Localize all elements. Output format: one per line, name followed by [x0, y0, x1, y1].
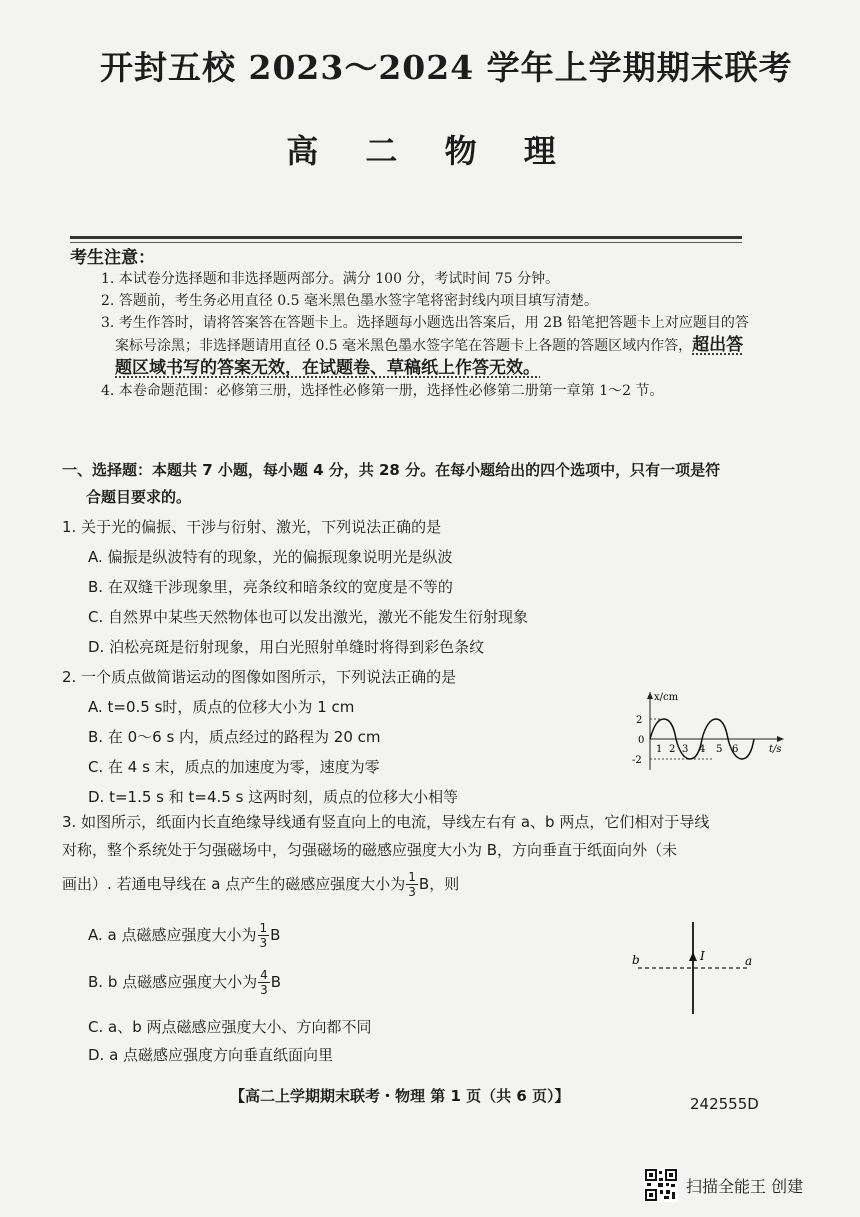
fraction-denominator: 3	[260, 983, 268, 997]
question-3-option-c: C. a、b 两点磁感应强度大小、方向都不同	[88, 1018, 372, 1036]
question-3-option-b-unit: B	[270, 973, 282, 991]
question-2-option-c: C. 在 4 s 末，质点的加速度为零，速度为零	[88, 758, 380, 776]
point-a-label: a	[745, 954, 753, 968]
shm-graph	[628, 690, 788, 774]
notice-block	[70, 243, 750, 402]
notice-heading: 考生注意：	[70, 248, 155, 268]
section-1-line2: 合题目要求的。	[86, 488, 192, 506]
question-1-option-a: A. 偏振是纵波特有的现象，光的偏振现象说明光是纵波	[88, 548, 453, 566]
question-3-stem-line2: 对称，整个系统处于匀强磁场中，匀强磁场的磁感应强度大小为 B，方向垂直于纸面向外（未	[62, 841, 678, 859]
question-3-stem-line3-pre: 画出）. 若通电导线在 a 点产生的磁感应强度大小为	[62, 875, 406, 893]
fraction-denominator: 3	[408, 885, 416, 899]
question-3-stem-line1: 3. 如图所示，纸面内长直绝缘导线通有竖直向上的电流，导线左右有 a、b 两点，它们相对于导线	[62, 813, 710, 831]
question-1	[62, 512, 762, 662]
graph-y-tick-0: 0	[638, 735, 645, 746]
graph-x-tick-2: 2	[669, 744, 676, 755]
fraction-numerator: 1	[408, 870, 416, 884]
watermark-text: 扫描全能王 创建	[686, 1176, 804, 1196]
header-rule-thick	[70, 236, 742, 239]
graph-x-tick-6: 6	[732, 744, 739, 755]
notice-item-3	[70, 312, 750, 380]
graph-x-label: t/s	[769, 744, 782, 755]
question-1-option-c: C. 自然界中某些天然物体也可以发出激光，激光不能发生衍射现象	[88, 608, 529, 626]
question-3-option-b-text: B. b 点磁感应强度大小为	[88, 973, 258, 991]
question-3-option-a-unit: B	[270, 926, 281, 944]
graph-y-arrow	[647, 692, 653, 699]
question-2-option-b: B. 在 0～6 s 内，质点经过的路程为 20 cm	[88, 728, 381, 746]
notice-item-3-emphasis: 超出答题区域书写的答案无效，在试题卷、草稿纸上作答无效。	[115, 335, 744, 378]
question-3-option-a-text: A. a 点磁感应强度大小为	[88, 926, 257, 944]
question-3-option-d: D. a 点磁感应强度方向垂直纸面向里	[88, 1046, 334, 1064]
question-1-option-d: D. 泊松亮斑是衍射现象，用白光照射单缝时将得到彩色条纹	[88, 638, 485, 656]
fraction-denominator: 3	[259, 936, 268, 950]
fraction-one-third	[406, 870, 418, 899]
subject-title: 高 二 物 理	[286, 132, 574, 170]
question-1-option-b: B. 在双缝干涉现象里，亮条纹和暗条纹的宽度是不等的	[88, 578, 453, 596]
fraction-one-third-a	[258, 921, 270, 950]
wire-figure	[626, 918, 762, 1016]
graph-x-tick-4: 4	[699, 744, 706, 755]
question-3-stem-line3	[62, 870, 762, 899]
notice-item-4: 4. 本卷命题范围：必修第三册，选择性必修第一册，选择性必修第二册第一章第 1～2 节。	[101, 383, 664, 399]
question-2-option-a: A. t=0.5 s时，质点的位移大小为 1 cm	[88, 698, 355, 716]
point-b-label: b	[632, 953, 640, 967]
current-arrow-icon	[689, 952, 697, 961]
page-footer: 【高二上学期期末联考・物理 第 1 页（共 6 页）】	[230, 1087, 570, 1105]
qr-code-icon	[644, 1168, 678, 1202]
question-2-option-d: D. t=1.5 s 和 t=4.5 s 这两时刻，质点的位移大小相等	[88, 788, 459, 806]
graph-y-tick-neg2: -2	[632, 755, 642, 766]
graph-x-arrow	[777, 736, 784, 742]
graph-x-tick-3: 3	[682, 744, 689, 755]
graph-y-tick-2: 2	[636, 715, 643, 726]
notice-item-1: 1. 本试卷分选择题和非选择题两部分。满分 100 分，考试时间 75 分钟。	[101, 271, 560, 287]
fraction-numerator: 4	[260, 968, 268, 982]
section-1-line1: 一、选择题：本题共 7 小题，每小题 4 分，共 28 分。在每小题给出的四个选项中，只有一项是符	[62, 461, 721, 479]
question-2-stem: 2. 一个质点做简谐运动的图像如图所示，下列说法正确的是	[62, 668, 457, 686]
notice-item-2: 2. 答题前，考生务必用直径 0.5 毫米黑色墨水签字笔将密封线内项目填写清楚。	[101, 293, 598, 309]
question-1-stem: 1. 关于光的偏振、干涉与衍射、激光，下列说法正确的是	[62, 518, 442, 536]
graph-y-label: x/cm	[654, 692, 679, 703]
fraction-four-thirds	[258, 968, 270, 997]
exam-title: 开封五校 2023～2024 学年上学期期末联考	[100, 48, 793, 87]
current-label: I	[700, 949, 705, 963]
fraction-numerator: 1	[259, 921, 268, 935]
notice-item-3-text: 3. 考生作答时，请将答案答在答题卡上。选择题每小题选出答案后，用 2B 铅笔把答题卡上对应题目的答案标号涂黑；非选择题请用直径 0.5 毫米黑色墨水签字笔在答题卡上各题的答题区域内作答，	[101, 315, 749, 354]
graph-x-tick-5: 5	[716, 744, 723, 755]
section-1-heading	[62, 457, 762, 511]
scanner-watermark	[644, 1168, 803, 1202]
paper-code: 242555D	[690, 1095, 759, 1113]
graph-x-tick-1: 1	[656, 744, 663, 755]
question-3-stem-line3-post: B，则	[418, 875, 460, 893]
